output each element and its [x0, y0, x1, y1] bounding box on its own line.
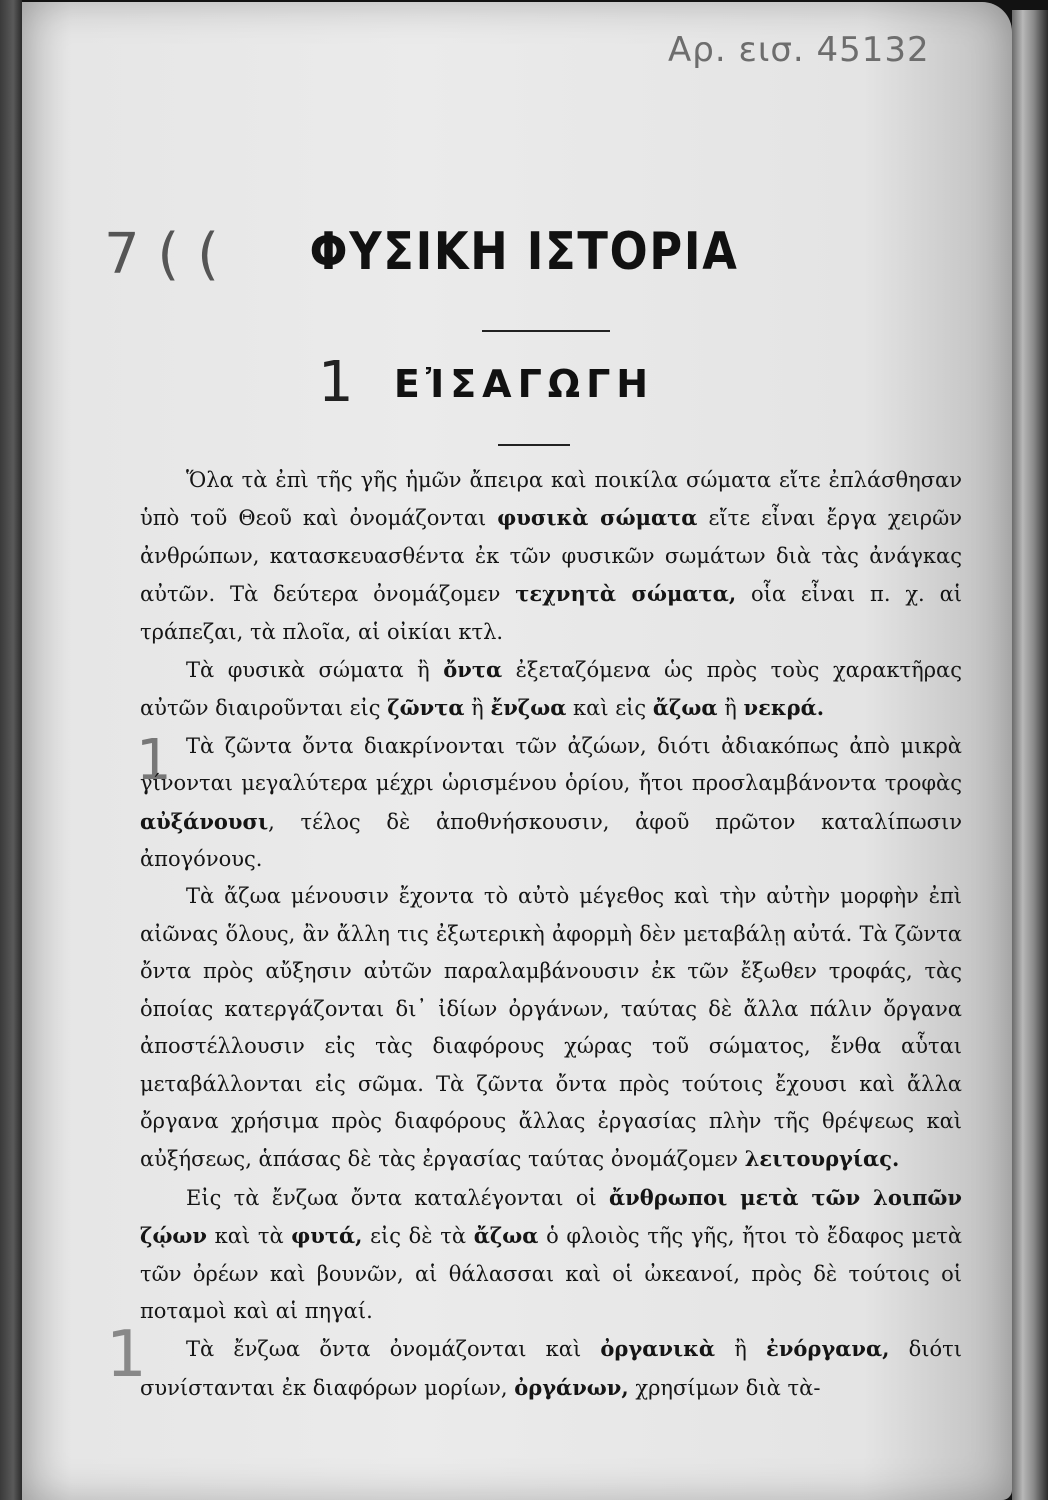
paragraph: [140, 728, 962, 879]
emphasized-term: ὀργανικὰ: [600, 1336, 716, 1362]
heading-divider: [498, 444, 570, 446]
emphasized-term: ὄντα: [443, 657, 503, 683]
text-run: ἢ: [717, 696, 744, 721]
page-title: ΦΥΣΙΚΗ ΙΣΤΟΡΙΑ: [309, 222, 739, 282]
emphasized-term: ὀργάνων,: [514, 1374, 629, 1400]
title-divider: [482, 330, 610, 332]
emphasized-term: ἄζωα: [473, 1223, 539, 1249]
text-run: καὶ εἰς: [566, 696, 653, 721]
handwritten-call-number: Αρ. εισ. 45132: [668, 30, 930, 70]
text-run: ἐξεταζόμενα ὡς πρὸς τοὺς χαρακτῆρας αὐτῶν διαιροῦνται εἰς: [140, 658, 962, 721]
text-run: οἷα εἶναι π. χ. αἱ τράπεζαι, τὰ πλοῖα, αἱ οἰκίαι κτλ.: [140, 582, 962, 644]
emphasized-term: αὐξάνουσι: [140, 808, 269, 834]
emphasized-term: ἄνθρωποι μετὰ τῶν λοιπῶν ζῴων: [140, 1184, 962, 1249]
section-heading: ΕἸΣΑΓΩΓΗ: [393, 362, 655, 406]
text-run: ὁ φλοιὸς τῆς γῆς, ἤτοι τὸ ἔδαφος μετὰ τῶν ὀρέων καὶ βουνῶν, αἱ θάλασσαι καὶ οἱ ὠκεανοί, πρὸς δὲ τούτοις οἱ ποταμοὶ καὶ αἱ πηγαί.: [140, 1224, 962, 1323]
margin-mark: 1: [106, 1318, 147, 1392]
text-run: Τὰ ἔνζωα ὄντα ὀνομάζονται καὶ: [186, 1337, 601, 1362]
text-run: Τὰ φυσικὰ σώματα ἢ: [186, 658, 444, 683]
emphasized-term: λειτουργίας.: [744, 1146, 900, 1172]
body-text: [140, 462, 962, 1407]
emphasized-term: ἔνζωα: [490, 695, 567, 721]
text-run: , τέλος δὲ ἀποθνήσκουσιν, ἀφοῦ πρῶτον καταλίπωσιν ἀπογόνους.: [140, 809, 962, 872]
emphasized-term: ἄζωα: [652, 695, 718, 721]
emphasized-term: φυτά,: [291, 1223, 363, 1249]
paragraph: [140, 651, 962, 728]
margin-mark: 7 ( (: [104, 222, 219, 287]
emphasized-term: ἐνόργανα,: [766, 1336, 890, 1362]
text-run: χρησίμων διὰ τὰ-: [628, 1375, 821, 1400]
paragraph: [140, 462, 962, 651]
text-run: Τὰ ζῶντα ὄντα διακρίνονται τῶν ἀζώων, διότι ἀδιακόπως ἀπὸ μικρὰ γίνονται μεγαλύτερα μέχρι ὡρισμένου ὁρίου, ἤτοι προσλαμβάνοντα τροφὰς: [140, 733, 962, 796]
margin-mark: 1: [318, 350, 354, 415]
text-run: Ὅλα τὰ ἐπὶ τῆς γῆς ἡμῶν ἄπειρα καὶ ποικίλα σώματα εἴτε ἐπλάσθησαν ὑπὸ τοῦ Θεοῦ καὶ ὀνομάζονται: [140, 468, 962, 531]
paragraph: [140, 1179, 962, 1331]
book-binding: [0, 0, 22, 1500]
text-run: Τὰ ἄζωα μένουσιν ἔχοντα τὸ αὐτὸ μέγεθος καὶ τὴν αὐτὴν μορφὴν ἐπὶ αἰῶνας ὅλους, ἂν ἄλλη τις ἐξωτερικὴ ἀφορμὴ δὲν μεταβάλῃ αὐτά. Τὰ ζῶντα ὄντα πρὸς αὔξησιν αὐτῶν παραλαμβάνουσιν ἐκ τῶν ἔξωθεν τροφάς, τὰς ὁποίας κατεργάζονται δι᾿ ἰδίων ὀργάνων, ταύτας δὲ ἄλλα πάλιν ὄργανα ἀποστέλλουσιν εἰς τὰς διαφόρους χώρας τοῦ σώματος, ἔνθα αὗται μεταβάλλονται εἰς σῶμα. Τὰ ζῶντα ὄντα πρὸς τούτοις ἔχουσι καὶ ἄλλα ὄργανα χρήσιμα πρὸς διαφόρους ἄλλας ἐργασίας πλὴν τῆς θρέψεως καὶ αὐξήσεως, ἁπάσας δὲ τὰς ἐργασίας ταύτας ὀνομάζομεν: [140, 884, 962, 1172]
text-run: Εἰς τὰ ἔνζωα ὄντα καταλέγονται οἱ: [186, 1185, 609, 1210]
text-run: ἢ: [464, 696, 491, 721]
text-run: εἴτε εἶναι ἔργα χειρῶν ἀνθρώπων, κατασκευασθέντα ἐκ τῶν φυσικῶν σωμάτων διὰ τὰς ἀνάγκας αὐτῶν. Τὰ δεύτερα ὀνομάζομεν: [140, 506, 962, 607]
text-run: ἢ: [715, 1337, 767, 1362]
page-edges: [1012, 10, 1048, 1500]
emphasized-term: νεκρά.: [743, 695, 825, 721]
margin-mark: 1: [136, 728, 172, 793]
text-run: εἰς δὲ τὰ: [362, 1224, 474, 1249]
emphasized-term: ζῶντα: [387, 695, 465, 721]
text-run: διότι συνίστανται ἐκ διαφόρων μορίων,: [140, 1337, 962, 1400]
emphasized-term: φυσικὰ σώματα: [497, 505, 698, 531]
emphasized-term: τεχνητὰ σώματα,: [515, 581, 737, 607]
paragraph: [140, 878, 962, 1178]
paragraph: [140, 1330, 962, 1407]
text-run: καὶ τὰ: [207, 1224, 292, 1249]
